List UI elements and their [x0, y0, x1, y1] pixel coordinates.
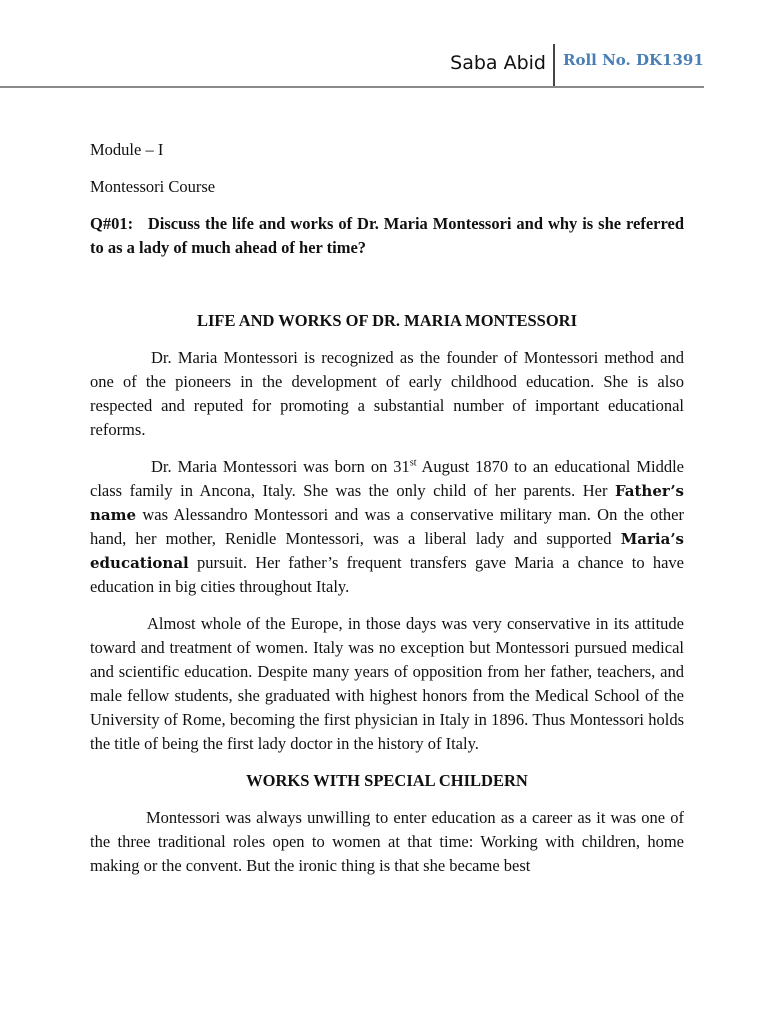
birth-text-3: was Alessandro Montessori and was a conservative military man. On the other hand, her mother, Renidle Montessori, was a liberal lady and supported — [90, 505, 684, 548]
module-label: Module – I — [90, 140, 164, 159]
roll-number: Roll No. DK1391 — [563, 51, 704, 69]
paragraph-europe-text: Almost whole of the Europe, in those days was very conservative in its attitude toward and treatment of women. Italy was no exception but Montessori pursued medical and scientific education. Despite many years of opposition from her father, teachers, and male fellow students, she graduated with highest honors from the Medical School of the University of Rome, becoming the first physician in Italy in 1896. Thus Montessori holds the title of being the first lady doctor in the history of Italy. — [90, 614, 684, 753]
section-heading-life: LIFE AND WORKS OF DR. MARIA MONTESSORI — [196, 311, 577, 330]
course-label: Montessori Course — [90, 177, 216, 196]
birth-text-1: Dr. Maria Montessori was born on 31 — [151, 457, 410, 476]
paragraph-intro — [90, 346, 684, 442]
birth-text-2: August 1870 to an educational Middle class family in Ancona, Italy. She was the only child of her parents. Her — [90, 457, 684, 500]
birth-text-4: pursuit. Her father’s frequent transfers gave Maria a chance to have education in big cities throughout Italy. — [90, 553, 684, 596]
ordinal-suffix: st — [409, 457, 417, 469]
paragraph-works — [90, 806, 684, 878]
paragraph-intro-text: Dr. Maria Montessori is recognized as the founder of Montessori method and one of the pioneers in the development of early childhood education. She is also respected and reputed for promoting a substantial number of important educational reforms. — [90, 348, 684, 439]
header-separator — [553, 44, 555, 86]
section-heading-works: WORKS WITH SPECIAL CHILDERN — [246, 771, 528, 790]
question-text: Q#01: Discuss the life and works of Dr. Maria Montessori and why is she referred to as a lady of much ahead of her time? — [90, 214, 689, 257]
document-body — [90, 138, 689, 878]
bold-marias-educational: Maria’s educational — [90, 530, 684, 572]
paragraph-birth — [90, 455, 684, 599]
page-header — [0, 40, 704, 88]
paragraph-europe — [90, 612, 684, 756]
bold-fathers-name: Father’s name — [90, 482, 684, 524]
author-name: Saba Abid — [450, 52, 546, 74]
paragraph-works-text: Montessori was always unwilling to enter education as a career as it was one of the three traditional roles open to women at that time: Working with children, home making or the convent. But the ironic thing is that she became best — [90, 808, 684, 875]
